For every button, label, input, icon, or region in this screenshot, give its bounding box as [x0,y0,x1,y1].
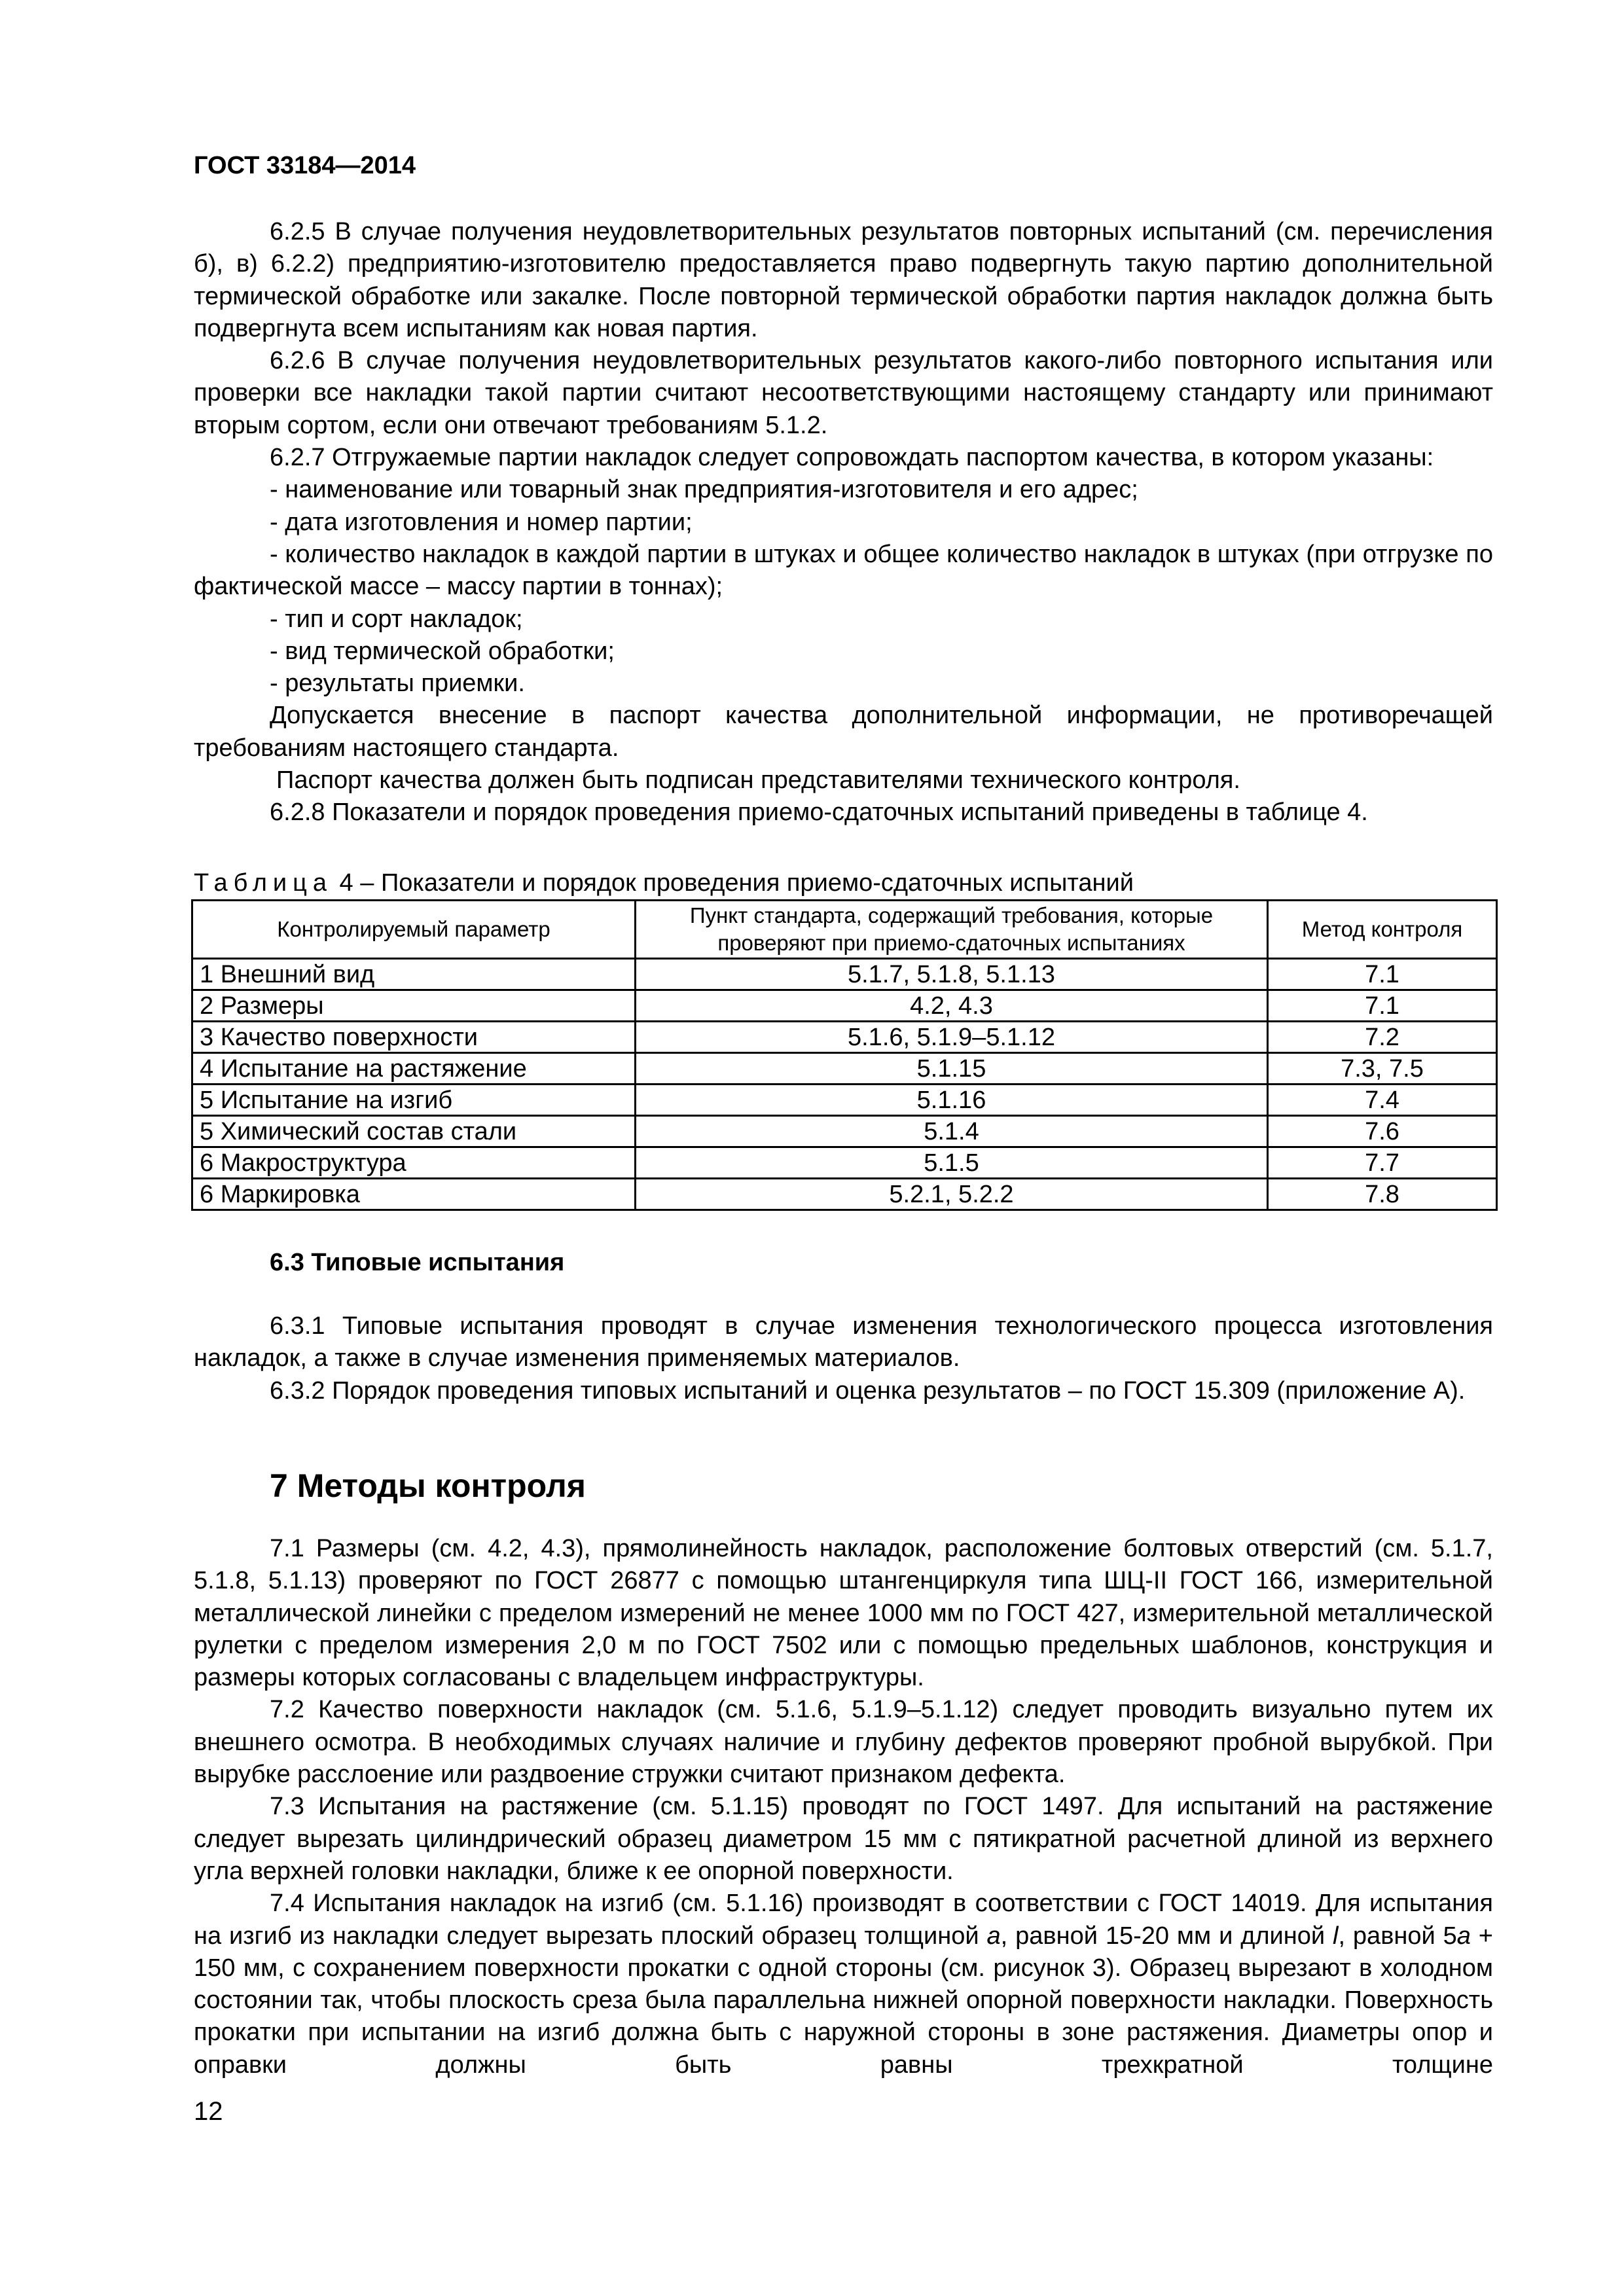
table-cell: 5.1.15 [636,1053,1268,1085]
table-row [192,1085,1497,1116]
table-caption-label: Таблица [194,869,333,897]
table-cell: 3 Качество поверхности [192,1022,636,1053]
table-cell: 7.3, 7.5 [1268,1053,1497,1085]
list-item: - результаты приемки. [270,670,525,698]
section-6-2-text [194,216,1493,829]
list-item: - вид термической обработки; [270,637,615,665]
paragraph-6-3-2: 6.3.2 Порядок проведения типовых испытаний и оценка результатов – по ГОСТ 15.309 (приложение А). [270,1376,1466,1405]
table-cell: 5.2.1, 5.2.2 [636,1179,1268,1210]
paragraph-7-4-part: 7.4 Испытания накладок на изгиб (см. 5.1.16) производят в соответствии с ГОСТ 14019. Для испытания на изгиб из накладки следует вырезать плоский образец толщиной [194,1890,1493,1950]
table-cell: 7.1 [1268,990,1497,1022]
table-cell: 4.2, 4.3 [636,990,1268,1022]
table-cell: 5.1.16 [636,1085,1268,1116]
section-7-text [194,1533,1493,2081]
table-cell: 6 Маркировка [192,1179,636,1210]
table-caption [194,867,1493,899]
table-row [192,959,1497,990]
table-cell: 5.1.4 [636,1116,1268,1147]
table-cell: 5 Испытание на изгиб [192,1085,636,1116]
paragraph-7-4-part: , равной 15-20 мм и длиной [1000,1922,1333,1950]
variable-a: a [986,1922,1001,1950]
paragraph-7-1: 7.1 Размеры (см. 4.2, 4.3), прямолинейность накладок, расположение болтовых отверстий (см. 5.1.7, 5.1.8, 5.1.13) проверяют по ГОСТ 26877 с помощью штангенциркуля типа ШЦ-II ГОСТ 166, измерительной металлической линейки с пределом измерений не менее 1000 мм по ГОСТ 427, измерительной металлической рулетки с пределом измерения 2,0 м по ГОСТ 7502 или с помощью предельных шаблонов, конструкция и размеры которых согласованы с владельцем инфраструктуры. [194,1535,1493,1692]
table-cell: 1 Внешний вид [192,959,636,990]
paragraph-7-3: 7.3 Испытания на растяжение (см. 5.1.15) проводят по ГОСТ 1497. Для испытаний на растяжение следует вырезать цилиндрический образец диаметром 15 мм с пятикратной расчетной длиной из верхнего угла верхней головки накладки, ближе к ее опорной поверхности. [194,1793,1493,1885]
page-number: 12 [194,2097,223,2126]
table-cell: 7.6 [1268,1116,1497,1147]
table-row [192,1022,1497,1053]
paragraph-7-4-part: + 150 мм, с сохранением поверхности прокатки с одной стороны (см. рисунок 3). Образец вырезают в холодном состоянии так, чтобы плоскость среза была параллельна нижней опорной поверхности накладки. Поверхность прокатки при испытании на изгиб должна быть с наружной стороны в зоне растяжения. Диаметры опор и оправки должны быть равны трехкратной толщине [194,1922,1493,2079]
section-7-heading: 7 Методы контроля [270,1467,586,1504]
paragraph-6-2-5: 6.2.5 В случае получения неудовлетворительных результатов повторных испытаний (см. перечисления б), в) 6.2.2) предприятию-изготовителю предоставляется право подвергнуть такую партию дополнительной термической обработке или закалке. После повторной термической обработки партия накладок должна быть подвергнута всем испытаниям как новая партия. [194,218,1493,342]
paragraph-6-2-7: 6.2.7 Отгружаемые партии накладок следует сопровождать паспортом качества, в котором указаны: [270,444,1434,472]
column-header: Пункт стандарта, содержащий требования, которые проверяют при приемо-сдаточных испытаниях [636,901,1268,959]
table-cell: 7.2 [1268,1022,1497,1053]
table-row [192,1053,1497,1085]
table-header-row [192,901,1497,959]
paragraph-7-2: 7.2 Качество поверхности накладок (см. 5.1.6, 5.1.9–5.1.12) следует проводить визуально путем их внешнего осмотра. В необходимых случаях наличие и глубину дефектов проверяют пробной вырубкой. При вырубке расслоение или раздвоение стружки считают признаком дефекта. [194,1696,1493,1789]
paragraph-6-2-8: 6.2.8 Показатели и порядок проведения приемо-сдаточных испытаний приведены в таблице 4. [270,798,1368,827]
list-item: - тип и сорт накладок; [270,605,523,633]
paragraph-6-3-1: 6.3.1 Типовые испытания проводят в случае изменения технологического процесса изготовления накладок, а также в случае изменения применяемых материалов. [194,1312,1493,1372]
acceptance-tests-table [191,899,1498,1211]
table-cell: 4 Испытание на растяжение [192,1053,636,1085]
table-row [192,990,1497,1022]
section-6-3-text [194,1310,1493,1407]
table-row [192,1147,1497,1179]
paragraph-6-2-6: 6.2.6 В случае получения неудовлетворительных результатов какого-либо повторного испытания или проверки все накладки такой партии считают несоответствующими настоящему стандарту или принимают вторым сортом, если они отвечают требованиям 5.1.2. [194,347,1493,439]
variable-a: a [1456,1922,1471,1950]
table-caption-text: 4 – Показатели и порядок проведения приемо-сдаточных испытаний [333,869,1134,897]
table-cell: 6 Макроструктура [192,1147,636,1179]
table-cell: 7.8 [1268,1179,1497,1210]
document-header: ГОСТ 33184—2014 [194,152,416,179]
list-item: - дата изготовления и номер партии; [270,508,693,536]
table-cell: 2 Размеры [192,990,636,1022]
table-cell: 5.1.5 [636,1147,1268,1179]
table-cell: 5 Химический состав стали [192,1116,636,1147]
section-6-3-heading: 6.3 Типовые испытания [270,1249,565,1276]
list-item: - наименование или товарный знак предприятия-изготовителя и его адрес; [270,476,1138,504]
table-row [192,1116,1497,1147]
column-header: Контролируемый параметр [192,901,636,959]
table-cell: 7.7 [1268,1147,1497,1179]
table-row [192,1179,1497,1210]
list-item: - количество накладок в каждой партии в штуках и общее количество накладок в штуках (при отгрузке по фактической массе – массу партии в тоннах); [194,540,1493,601]
paragraph-7-4-part: , равной 5 [1338,1922,1457,1950]
variable-l: l [1333,1922,1339,1950]
table-cell: 5.1.6, 5.1.9–5.1.12 [636,1022,1268,1053]
table-cell: 7.1 [1268,959,1497,990]
paragraph-7-4 [194,1888,1493,2081]
table-cell: 7.4 [1268,1085,1497,1116]
paragraph-passport-allowed: Допускается внесение в паспорт качества дополнительной информации, не противоречащей требованиям настоящего стандарта. [194,702,1493,762]
paragraph-passport-signed: Паспорт качества должен быть подписан представителями технического контроля. [276,766,1240,795]
column-header: Метод контроля [1268,901,1497,959]
table-cell: 5.1.7, 5.1.8, 5.1.13 [636,959,1268,990]
